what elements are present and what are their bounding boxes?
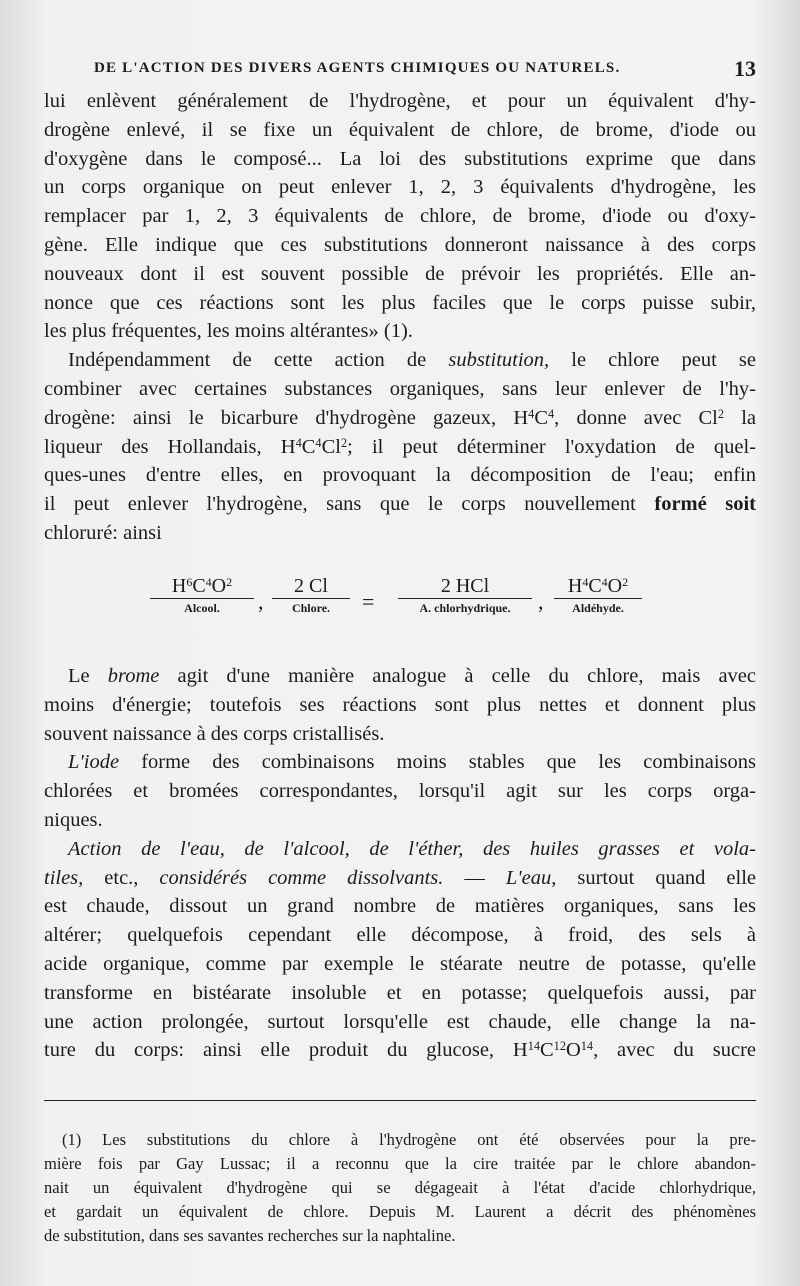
formula-label: Chlore. xyxy=(272,598,350,616)
superscript: 4 xyxy=(295,435,302,450)
italic-run: L'eau, xyxy=(505,866,557,889)
superscript: 2 xyxy=(226,575,233,589)
footnote-line: et gardait un équivalent de chlore. Depuis M. Laurent a décrit des phénomènes xyxy=(44,1202,756,1221)
footnote-divider xyxy=(44,1100,756,1101)
bold-run: formé soit xyxy=(654,493,756,516)
text-line xyxy=(44,662,756,691)
text-line: drogène enlevé, il se fixe un équivalent de chlore, de brome, d'iode ou xyxy=(44,118,756,141)
footnote-line: mière fois par Gay Lussac; il a reconnu que la cire traitée par le chlore abandon- xyxy=(44,1154,756,1173)
comma-sign: , xyxy=(538,589,544,614)
formula-label: A. chlorhydrique. xyxy=(398,598,532,616)
text-run: C xyxy=(539,1039,554,1062)
text-line xyxy=(44,404,756,433)
page-header xyxy=(94,58,756,86)
superscript: 14 xyxy=(527,1039,540,1054)
paragraph-2 xyxy=(44,346,756,548)
footnote-line: nait un équivalent d'hydrogène qui se dégageait à l'état d'acide chlorhydrique, xyxy=(44,1178,756,1197)
text-run: O xyxy=(211,575,227,597)
text-line xyxy=(44,346,756,375)
equation-term-alcool xyxy=(150,575,254,616)
formula-label: Aldéhyde. xyxy=(554,598,642,616)
superscript: 4 xyxy=(528,406,535,421)
text-run: liqueur des Hollandais, H xyxy=(44,435,296,458)
text-line: altérer; quelquefois cependant elle décompose, à froid, des sels à xyxy=(44,924,756,947)
text-line: un corps organique on peut enlever 1, 2, 3 équivalents d'hydrogène, les xyxy=(44,176,756,199)
text-run: H xyxy=(171,575,187,597)
page-number: 13 xyxy=(734,56,756,81)
paragraph-iode xyxy=(44,748,756,834)
text-line: d'oxygène dans le composé... La loi des substitutions exprime que dans xyxy=(44,147,756,170)
text-run: C xyxy=(534,406,549,429)
paragraph-1 xyxy=(44,87,756,346)
formula-label: Alcool. xyxy=(150,598,254,616)
text-run: Cl xyxy=(321,435,341,458)
footnote-line: de substitution, dans ses savantes recherches sur la naphtaline. xyxy=(44,1226,456,1245)
italic-run: considérés comme dissolvants. xyxy=(159,866,444,889)
text-run: agit d'une manière analogue à celle du chlore, mais avec xyxy=(159,665,756,687)
main-text-top xyxy=(44,87,756,548)
text-run: Indépendamment de cette action de xyxy=(68,349,449,372)
equation-term-aldehyde xyxy=(554,575,642,616)
paragraph-brome xyxy=(44,662,756,748)
text-line: nouveaux dont il est souvent possible de prévoir les propriétés. Elle an- xyxy=(44,262,756,285)
formula: 2 HCl xyxy=(440,575,490,597)
text-line xyxy=(44,864,756,893)
equation-term-chlore xyxy=(272,575,350,616)
text-run: etc., xyxy=(83,866,160,889)
text-run: C xyxy=(301,435,316,458)
text-run: O xyxy=(565,1039,581,1062)
text-line: niques. xyxy=(44,808,103,831)
text-line xyxy=(44,835,756,864)
main-text-bottom xyxy=(44,662,756,1065)
text-line: souvent naissance à des corps cristallisés. xyxy=(44,722,385,745)
italic-run: Action de l'eau, de l'alcool, de l'éther, des huiles grasses et vola- xyxy=(68,837,756,860)
equals-sign: = xyxy=(362,589,375,614)
running-title: DE L'ACTION DES DIVERS AGENTS CHIMIQUES OU NATURELS. xyxy=(94,60,621,76)
formula xyxy=(150,575,254,598)
equation-term-acide xyxy=(398,575,532,616)
text-run: ; il peut déterminer l'oxydation de quel- xyxy=(347,435,756,458)
comma-sign: , xyxy=(258,589,264,614)
superscript: 4 xyxy=(548,406,555,421)
text-line: remplacer par 1, 2, 3 équivalents de chlore, de brome, d'iode ou d'oxy- xyxy=(44,205,756,228)
text-line: gène. Elle indique que ces substitutions donneront naissance à des corps xyxy=(44,233,756,256)
superscript: 4 xyxy=(582,575,589,589)
text-line: chloruré: ainsi xyxy=(44,521,162,544)
superscript: 2 xyxy=(717,406,725,421)
text-run: C xyxy=(588,575,602,597)
text-line: une action prolongée, surtout lorsqu'elle est chaude, elle change la na- xyxy=(44,1010,756,1033)
superscript: 4 xyxy=(601,575,608,589)
text-run: C xyxy=(192,575,206,597)
superscript: 12 xyxy=(553,1039,566,1054)
paragraph-eau xyxy=(44,835,756,1065)
superscript: 6 xyxy=(186,575,193,589)
superscript: 2 xyxy=(622,575,629,589)
text-line: moins d'énergie; toutefois ses réactions sont plus nettes et donnent plus xyxy=(44,693,756,716)
text-run: — xyxy=(443,866,506,889)
text-run: H xyxy=(567,575,583,597)
chemical-equation xyxy=(150,575,670,635)
italic-run: tiles, xyxy=(44,866,84,889)
text-run: , avec du sucre xyxy=(593,1039,756,1062)
text-line: les plus fréquentes, les moins altérantes» (1). xyxy=(44,320,413,343)
footnote xyxy=(44,1128,756,1248)
text-run: ture du corps: ainsi elle produit du glucose, H xyxy=(44,1039,528,1062)
text-line: lui enlèvent généralement de l'hydrogène, et pour un équivalent d'hy- xyxy=(44,90,756,112)
text-run: Le xyxy=(68,665,108,687)
text-line: chlorées et bromées correspondantes, lorsqu'il agit sur les corps orga- xyxy=(44,780,756,803)
text-run: forme des combinaisons moins stables que les combinaisons xyxy=(119,751,756,774)
superscript: 4 xyxy=(205,575,212,589)
italic-run: L'iode xyxy=(68,751,120,774)
text-line: acide organique, comme par exemple le stéarate neutre de potasse, qu'elle xyxy=(44,952,756,975)
formula: 2 Cl xyxy=(294,575,328,597)
footnote-line: (1) Les substitutions du chlore à l'hydrogène ont été observées pour la pre- xyxy=(62,1130,756,1149)
superscript: 14 xyxy=(580,1039,594,1054)
superscript: 2 xyxy=(340,435,348,450)
text-run: drogène: ainsi le bicarbure d'hydrogène gazeux, H xyxy=(44,406,529,429)
text-run: le chlore peut se xyxy=(549,349,756,372)
text-line xyxy=(44,490,756,519)
text-line: ques-unes d'entre elles, en provoquant la décomposition de l'eau; enfin xyxy=(44,464,756,487)
text-line: transforme en bistéarate insoluble et en potasse; quelquefois aussi, par xyxy=(44,981,756,1004)
text-run: la xyxy=(724,406,757,429)
text-run: , donne avec Cl xyxy=(554,406,718,429)
text-line xyxy=(44,1036,756,1065)
text-line xyxy=(44,748,756,777)
text-run: il peut enlever l'hydrogène, sans que le corps nouvellement xyxy=(44,493,655,516)
text-line xyxy=(44,433,756,462)
text-line: nonce que ces réactions sont les plus faciles que le corps puisse subir, xyxy=(44,291,756,314)
formula xyxy=(554,575,642,598)
italic-run: brome xyxy=(107,665,160,687)
text-line: est chaude, dissout un grand nombre de matières organiques, sans les xyxy=(44,895,756,918)
superscript: 4 xyxy=(315,435,322,450)
italic-run: substitution, xyxy=(448,349,550,372)
text-line: combiner avec certaines substances organiques, sans leur enlever de l'hy- xyxy=(44,377,756,400)
text-run: surtout quand elle xyxy=(556,866,756,889)
text-run: O xyxy=(607,575,623,597)
